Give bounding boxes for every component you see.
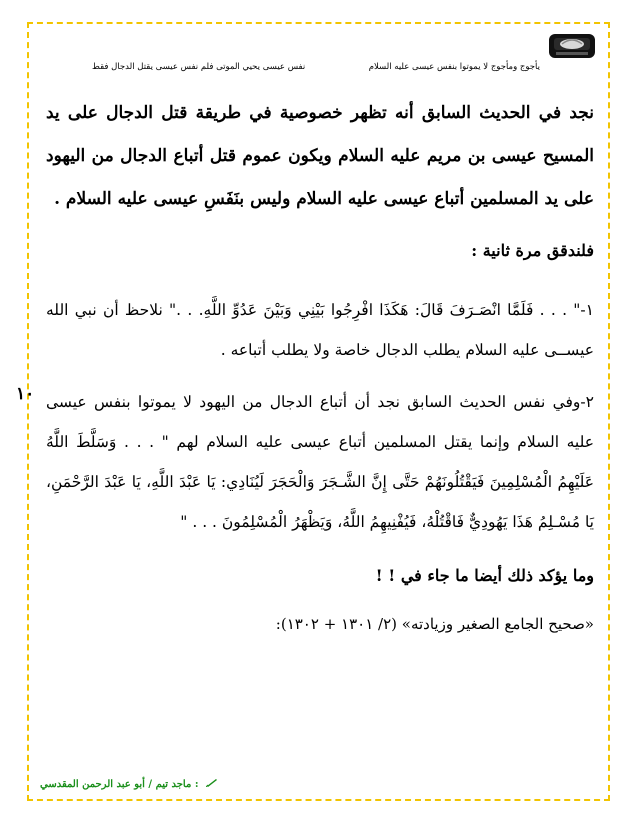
- intro-paragraph: نجد في الحديث السابق أنه تظهر خصوصية في طريقة قتل الدجال على يد المسيح عيسى بن مريم عليه السلام ويكون عموم قتل أتباع الدجال من اليهود على يد المسلمين أتباع عيسى عليه السلام وليس بنَفَسِ عيسى عليه السلام .: [46, 103, 594, 209]
- source-reference: «صحيح الجامع الصغير وزيادته» (٢/ ١٣٠١ + ١٣٠٢):: [275, 615, 594, 633]
- page-number: ١٠: [16, 384, 35, 404]
- page-header: [40, 32, 600, 72]
- author-credit: : ماجد تيم / أبو عبد الرحمن المقدسي: [40, 779, 199, 790]
- header-title-left: نفس عيسى يحيي الموتى فلم نفس عيسى يقتل الدجال فقط: [92, 62, 306, 72]
- header-title-right: يأجوج ومأجوج لا يموتوا بنفس عيسى عليه السلام: [368, 62, 540, 72]
- pen-icon: [206, 777, 218, 790]
- page-content: [46, 92, 594, 633]
- page-footer: [40, 777, 218, 790]
- section-heading: فلندقق مرة ثانية :: [471, 241, 594, 260]
- question-line: وما يؤكد ذلك أيضا ما جاء في ! !: [375, 566, 594, 585]
- list-item-2: ٢-وفي نفس الحديث السابق نجد أن أتباع الدجال من اليهود لا يموتوا بنفس عيسى عليه السلام وإنما يقتل المسلمين أتباع عيسى عليه السلام لهم " . . . وَسَلَّطَ اللَّهُ عَلَيْهِمُ الْمُسْلِمِينَ فَيَقْتُلُونَهُمْ حَتَّى إِنَّ الشَّـجَرَ وَالْحَجَرَ لَيُنَادِي: يَا عَبْدَ اللَّهِ، يَا عَبْدَ الرَّحْمَنِ، يَا مُسْـلِمُ هَذَا يَهُودِيٌّ فَاقْتُلْهُ، فَيُفْنِيهِمُ اللَّهُ، وَيَظْهَرُ الْمُسْلِمُونَ . . . ": [46, 393, 594, 531]
- list-item-1: ١-" . . . فَلَمَّا انْصَـرَفَ قَالَ: هَكَذَا افْرِجُوا بَيْنِي وَبَيْنَ عَدُوِّ اللَّهِ. . ." نلاحظ أن نبي الله عيســى عليه السلام يطلب الدجال خاصة ولا يطلب أتباعه .: [46, 301, 594, 359]
- logo-icon: [548, 32, 596, 60]
